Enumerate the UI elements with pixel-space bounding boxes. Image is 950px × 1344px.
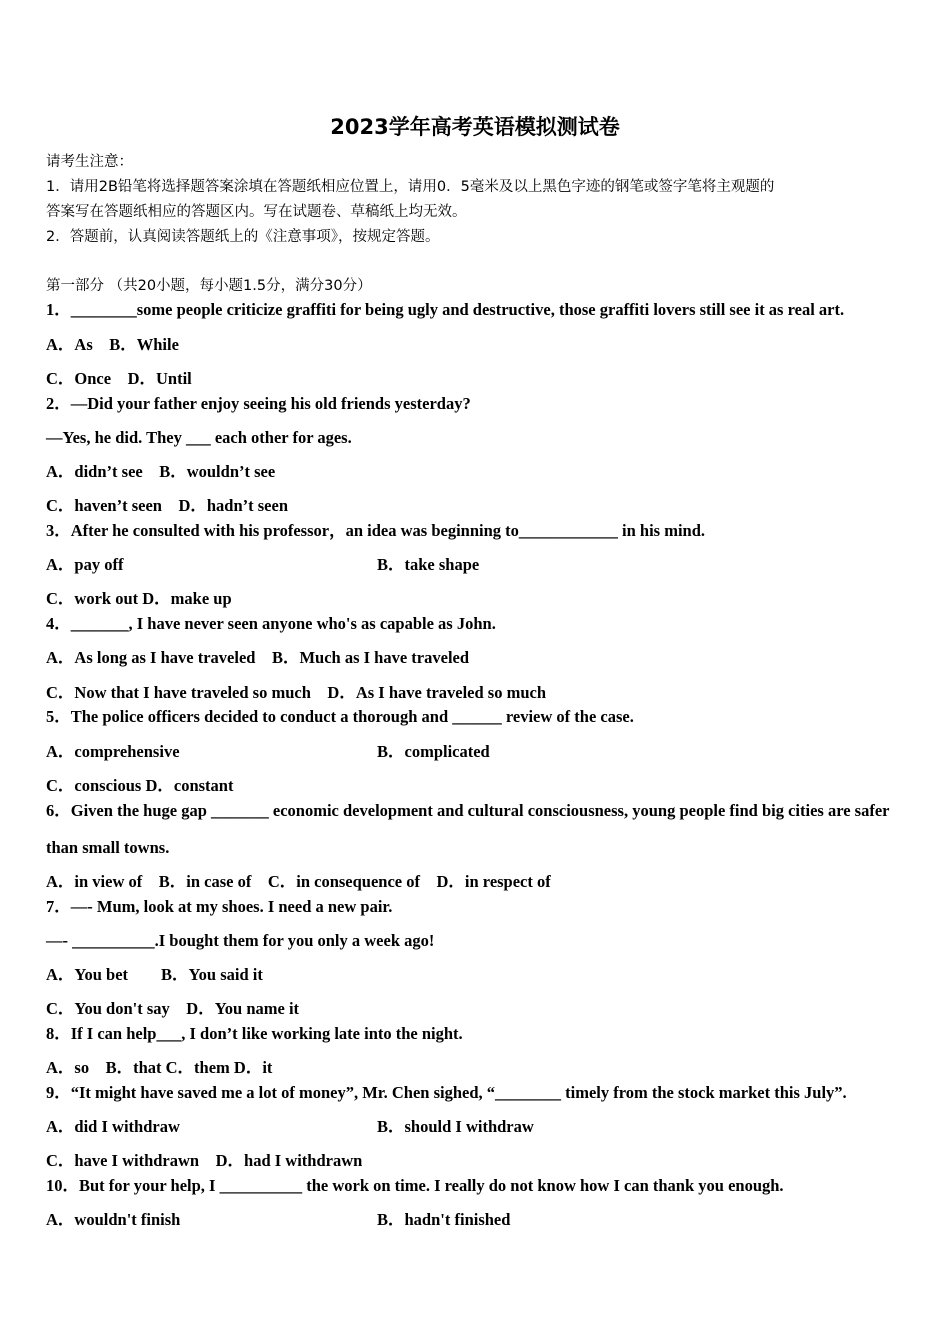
question-2-stem-reply: —Yes, he did. They ___ each other for ages. [46, 428, 352, 447]
page-title: 2023学年高考英语模拟测试卷 [330, 115, 620, 139]
question-2-stem: 2．—Did your father enjoy seeing his old friends yesterday? [46, 394, 471, 413]
question-9-options-cd: C．have I withdrawn D．had I withdrawn [46, 1151, 363, 1170]
question-10-option-a: A．wouldn't finish [46, 1210, 181, 1229]
question-4-stem: 4．_______, I have never seen anyone who's as capable as John. [46, 614, 496, 633]
question-4-options-cd: C．Now that I have traveled so much D．As I have traveled so much [46, 683, 547, 702]
question-1-stem: 1．________some people criticize graffiti for being ugly and destructive, those graffiti lovers still see it as real art. [46, 300, 845, 319]
question-5-options-cd: C．conscious D．constant [46, 776, 234, 795]
notice-line-1: 1．请用2B铅笔将选择题答案涂填在答题纸相应位置上，请用0．5毫米及以上黑色字迹的钢笔或签字笔将主观题的 [46, 179, 775, 195]
question-7-options-ab: A．You bet B．You said it [46, 965, 263, 984]
question-4-options-ab: A．As long as I have traveled B．Much as I have traveled [46, 648, 470, 667]
question-2-options-ab: A．didn’t see B．wouldn’t see [46, 462, 276, 481]
question-7-options-cd: C．You don't say D．You name it [46, 999, 300, 1018]
question-5-option-a: A．comprehensive [46, 742, 180, 761]
question-6-stem: 6．Given the huge gap _______ economic development and cultural consciousness, young people find big cities are safer [46, 801, 890, 820]
notice-line-2: 答案写在答题纸相应的答题区内。写在试题卷、草稿纸上均无效。 [46, 204, 467, 220]
question-3-option-b: B．take shape [377, 555, 480, 574]
notice-line-3: 2．答题前，认真阅读答题纸上的《注意事项》，按规定答题。 [46, 229, 440, 245]
question-3-options-cd: C．work out D．make up [46, 589, 232, 608]
question-1-options-cd: C．Once D．Until [46, 369, 192, 388]
notice-heading: 请考生注意： [46, 154, 133, 170]
question-8-stem: 8．If I can help___, I don’t like working late into the night. [46, 1024, 463, 1043]
question-6-options: A．in view of B．in case of C．in consequence of D．in respect of [46, 872, 551, 891]
question-1-options-ab: A．As B．While [46, 335, 179, 354]
question-10-stem: 10．But for your help, I __________ the work on time. I really do not know how I can thank you enough. [46, 1176, 784, 1195]
question-3-stem: 3．After he consulted with his professor，an idea was beginning to____________ in his mind. [46, 521, 706, 540]
question-3-option-a: A．pay off [46, 555, 124, 574]
question-9-stem: 9．“It might have saved me a lot of money”, Mr. Chen sighed, “________ timely from the stock market this July”. [46, 1083, 847, 1102]
question-7-stem-reply: —- __________.I bought them for you only a week ago! [46, 931, 435, 950]
question-7-stem: 7．—- Mum, look at my shoes. I need a new pair. [46, 897, 393, 916]
question-6-stem-cont: than small towns. [46, 838, 170, 857]
question-8-options: A．so B．that C．them D．it [46, 1058, 273, 1077]
section-heading: 第一部分 （共20小题，每小题1.5分，满分30分） [46, 278, 372, 294]
question-10-option-b: B．hadn't finished [377, 1210, 511, 1229]
question-5-stem: 5．The police officers decided to conduct a thorough and ______ review of the case. [46, 707, 634, 726]
question-9-option-a: A．did I withdraw [46, 1117, 180, 1136]
question-2-options-cd: C．haven’t seen D．hadn’t seen [46, 496, 289, 515]
question-5-option-b: B．complicated [377, 742, 490, 761]
question-9-option-b: B．should I withdraw [377, 1117, 534, 1136]
